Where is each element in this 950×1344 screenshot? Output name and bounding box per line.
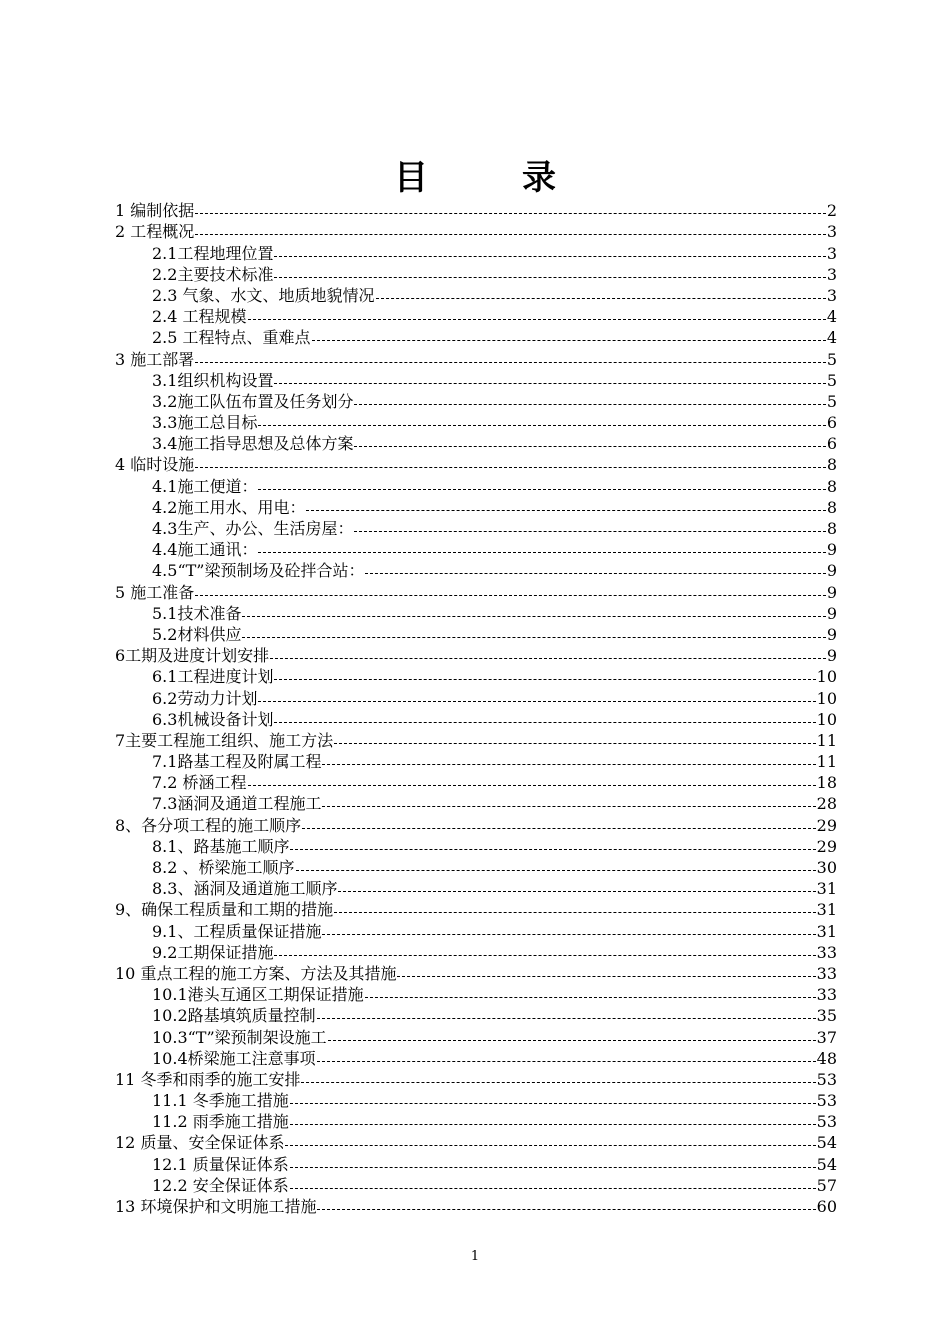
toc-entry-page: 31	[816, 900, 837, 920]
toc-entry[interactable]	[115, 1110, 837, 1131]
toc-entry[interactable]	[115, 1025, 837, 1046]
toc-leader-dashes	[290, 1123, 816, 1125]
toc-entry-label: 6.2劳动力计划	[152, 688, 258, 708]
toc-entry-label: 8.2 、桥梁施工顺序	[152, 858, 295, 877]
toc-leader-dashes	[296, 869, 816, 871]
toc-entry-label: 7主要工程施工组织、施工方法	[115, 730, 334, 750]
toc-entry-page: 31	[816, 921, 837, 941]
toc-leader-dashes	[376, 297, 826, 299]
toc-leader-dashes	[258, 700, 815, 702]
toc-leader-dashes	[306, 509, 825, 511]
toc-entry-page: 8	[826, 455, 837, 475]
toc-entry-page: 28	[816, 794, 837, 814]
toc-entry-label: 4 临时设施	[115, 455, 195, 475]
toc-entry-page: 10	[816, 688, 837, 708]
toc-entry-label: 6.1工程进度计划	[152, 667, 274, 687]
toc-entry-label: 7.3涵洞及通道工程施工	[152, 794, 322, 814]
toc-leader-dashes	[270, 657, 826, 659]
toc-leader-dashes	[290, 1102, 816, 1104]
toc-entry-page: 9	[826, 646, 837, 666]
toc-entry[interactable]	[115, 580, 837, 601]
toc-leader-dashes	[365, 996, 816, 998]
toc-entry-label: 6工期及进度计划安排	[115, 646, 270, 666]
toc-entry-page: 48	[816, 1048, 837, 1068]
toc-leader-dashes	[242, 615, 825, 617]
toc-entry-page: 33	[816, 985, 837, 1005]
toc-entry[interactable]	[115, 941, 837, 962]
toc-entry-label: 9、确保工程质量和工期的措施	[115, 900, 334, 920]
toc-entry-label: 9.2工期保证措施	[152, 942, 274, 962]
toc-entry-label: 6.3机械设备计划	[152, 709, 274, 729]
toc-entry-page: 9	[826, 603, 837, 623]
toc-entry[interactable]	[115, 284, 837, 305]
toc-entry[interactable]	[115, 1152, 837, 1173]
toc-entry[interactable]	[115, 750, 837, 771]
toc-entry[interactable]	[115, 326, 837, 347]
toc-entry-label: 2.3 气象、水文、地质地貌情况	[152, 285, 375, 305]
toc-entry[interactable]	[115, 517, 837, 538]
toc-entry-page: 9	[826, 561, 837, 581]
toc-entry[interactable]	[115, 623, 837, 644]
toc-entry-label: 2.5 工程特点、重难点	[152, 328, 311, 348]
toc-entry[interactable]	[115, 686, 837, 707]
toc-entry[interactable]	[115, 559, 837, 580]
toc-entry[interactable]	[115, 474, 837, 495]
toc-leader-dashes	[274, 255, 825, 257]
toc-leader-dashes	[338, 890, 815, 892]
toc-entry-label: 2.1工程地理位置	[152, 243, 274, 263]
toc-entry[interactable]	[115, 962, 837, 983]
toc-entry-label: 3.1组织机构设置	[152, 370, 274, 390]
toc-leader-dashes	[258, 551, 825, 553]
toc-leader-dashes	[258, 424, 825, 426]
toc-entry-label: 10.3“T”梁预制架设施工	[152, 1027, 327, 1047]
toc-title: 目 录	[394, 158, 586, 198]
toc-entry[interactable]	[115, 665, 837, 686]
toc-entry[interactable]	[115, 538, 837, 559]
toc-entry-page: 60	[816, 1197, 837, 1216]
toc-entry-page: 9	[826, 582, 837, 602]
toc-entry[interactable]	[115, 729, 837, 750]
toc-entry-page: 10	[816, 709, 837, 729]
toc-entry-label: 12 质量、安全保证体系	[115, 1133, 285, 1153]
toc-entry-page: 31	[816, 879, 837, 899]
toc-entry-label: 5 施工准备	[115, 582, 195, 602]
toc-entry[interactable]	[115, 1174, 837, 1195]
toc-entry[interactable]	[115, 1068, 837, 1089]
toc-entry-page: 2	[826, 201, 837, 221]
toc-entry-page: 9	[826, 540, 837, 560]
toc-entry-label: 10 重点工程的施工方案、方法及其措施	[115, 963, 397, 983]
toc-entry-page: 3	[826, 285, 837, 305]
toc-leader-dashes	[334, 742, 815, 744]
toc-entry-label: 2 工程概况	[115, 222, 195, 242]
toc-leader-dashes	[258, 488, 825, 490]
toc-entry-page: 54	[816, 1133, 837, 1153]
toc-leader-dashes	[317, 1208, 815, 1210]
toc-entry[interactable]	[115, 1131, 837, 1152]
toc-entry-page: 4	[826, 307, 837, 327]
toc-entry[interactable]	[115, 898, 837, 919]
toc-entry-page: 53	[816, 1091, 837, 1111]
toc-leader-dashes	[354, 445, 825, 447]
toc-entry-label: 10.1港头互通区工期保证措施	[152, 985, 364, 1005]
toc-entry-label: 2.4 工程规模	[152, 307, 247, 327]
toc-entry[interactable]	[115, 877, 837, 898]
toc-leader-dashes	[322, 805, 815, 807]
toc-entry-label: 3.3施工总目标	[152, 413, 258, 433]
toc-entry[interactable]	[115, 263, 837, 284]
toc-leader-dashes	[302, 827, 815, 829]
toc-entry-label: 4.2施工用水、用电：	[152, 497, 306, 517]
toc-entry-label: 3 施工部署	[115, 349, 195, 369]
toc-entry-label: 8.3、涵洞及通道施工顺序	[152, 879, 338, 899]
toc-entry-page: 29	[816, 815, 837, 835]
page-number: 1	[470, 1249, 480, 1264]
toc-entry-label: 13 环境保护和文明施工措施	[115, 1197, 317, 1216]
toc-entry[interactable]	[115, 496, 837, 517]
toc-entry-label: 10.2路基填筑质量控制	[152, 1006, 316, 1026]
table-of-contents	[115, 199, 837, 1216]
toc-entry-page: 35	[816, 1006, 837, 1026]
toc-leader-dashes	[242, 636, 825, 638]
toc-leader-dashes	[274, 382, 825, 384]
toc-entry-label: 1 编制依据	[115, 201, 195, 221]
toc-leader-dashes	[274, 678, 815, 680]
toc-entry[interactable]	[115, 220, 837, 241]
toc-leader-dashes	[334, 911, 815, 913]
toc-entry-label: 11 冬季和雨季的施工安排	[115, 1069, 301, 1089]
toc-leader-dashes	[274, 276, 825, 278]
toc-leader-dashes	[195, 594, 826, 596]
toc-leader-dashes	[322, 933, 815, 935]
toc-entry-page: 8	[826, 476, 837, 496]
toc-entry-label: 4.5“T”梁预制场及砼拌合站：	[152, 561, 365, 581]
toc-entry-page: 10	[816, 667, 837, 687]
toc-entry[interactable]	[115, 411, 837, 432]
toc-entry[interactable]	[115, 369, 837, 390]
toc-entry-page: 4	[826, 328, 837, 348]
toc-entry-label: 3.4施工指导思想及总体方案	[152, 434, 354, 454]
toc-leader-dashes	[328, 1039, 816, 1041]
toc-entry-page: 8	[826, 519, 837, 538]
toc-entry-page: 6	[826, 413, 837, 433]
toc-leader-dashes	[248, 784, 816, 786]
toc-entry-page: 30	[816, 858, 837, 877]
toc-entry[interactable]	[115, 432, 837, 453]
toc-entry-label: 5.1技术准备	[152, 603, 242, 623]
toc-entry[interactable]	[115, 390, 837, 411]
toc-leader-dashes	[354, 530, 825, 532]
toc-entry-label: 10.4桥梁施工注意事项	[152, 1048, 316, 1068]
toc-entry-label: 3.2施工队伍布置及任务划分	[152, 391, 354, 411]
toc-entry-page: 53	[816, 1069, 837, 1089]
toc-entry-page: 6	[826, 434, 837, 454]
toc-leader-dashes	[274, 954, 815, 956]
toc-entry-page: 29	[816, 836, 837, 856]
toc-entry-page: 33	[816, 942, 837, 962]
toc-entry-label: 7.1路基工程及附属工程	[152, 752, 322, 772]
toc-entry[interactable]	[115, 813, 837, 834]
toc-leader-dashes	[290, 848, 815, 850]
toc-entry-label: 4.4施工通讯：	[152, 540, 258, 560]
toc-entry-page: 9	[826, 624, 837, 644]
toc-leader-dashes	[317, 1060, 816, 1062]
toc-entry-page: 3	[826, 222, 837, 242]
toc-entry-label: 11.2 雨季施工措施	[152, 1112, 289, 1132]
toc-leader-dashes	[290, 1187, 816, 1189]
toc-leader-dashes	[274, 721, 815, 723]
toc-entry[interactable]	[115, 453, 837, 474]
toc-leader-dashes	[322, 763, 815, 765]
toc-entry[interactable]	[115, 708, 837, 729]
toc-entry-page: 37	[816, 1027, 837, 1047]
toc-entry[interactable]	[115, 919, 837, 940]
toc-entry[interactable]	[115, 305, 837, 326]
toc-leader-dashes	[301, 1081, 815, 1083]
toc-entry-label: 12.1 质量保证体系	[152, 1154, 289, 1174]
toc-leader-dashes	[195, 212, 826, 214]
toc-entry-label: 2.2主要技术标准	[152, 264, 274, 284]
toc-entry[interactable]	[115, 792, 837, 813]
toc-entry-label: 5.2材料供应	[152, 624, 242, 644]
toc-entry-label: 7.2 桥涵工程	[152, 773, 247, 793]
toc-entry-label: 4.3生产、办公、生活房屋：	[152, 519, 354, 538]
toc-leader-dashes	[195, 466, 826, 468]
toc-entry-label: 9.1、工程质量保证措施	[152, 921, 322, 941]
toc-entry-page: 3	[826, 243, 837, 263]
toc-entry-label: 12.2 安全保证体系	[152, 1175, 289, 1195]
toc-entry[interactable]	[115, 199, 837, 220]
toc-entry[interactable]	[115, 856, 837, 877]
toc-entry-label: 11.1 冬季施工措施	[152, 1091, 289, 1111]
toc-leader-dashes	[397, 975, 815, 977]
toc-leader-dashes	[248, 318, 826, 320]
toc-entry-label: 8.1、路基施工顺序	[152, 836, 290, 856]
toc-leader-dashes	[285, 1144, 815, 1146]
toc-entry[interactable]	[115, 1047, 837, 1068]
toc-leader-dashes	[195, 361, 826, 363]
toc-entry-label: 4.1施工便道：	[152, 476, 258, 496]
toc-entry-page: 18	[816, 773, 837, 793]
toc-entry[interactable]	[115, 1195, 837, 1216]
toc-entry[interactable]	[115, 835, 837, 856]
toc-entry[interactable]	[115, 241, 837, 262]
toc-entry[interactable]	[115, 347, 837, 368]
toc-entry-page: 11	[816, 752, 837, 772]
toc-entry-page: 5	[826, 391, 837, 411]
toc-leader-dashes	[290, 1166, 816, 1168]
toc-entry[interactable]	[115, 644, 837, 665]
toc-entry-page: 57	[816, 1175, 837, 1195]
toc-entry[interactable]	[115, 1004, 837, 1025]
toc-entry[interactable]	[115, 1089, 837, 1110]
toc-leader-dashes	[317, 1017, 816, 1019]
toc-entry-page: 54	[816, 1154, 837, 1174]
toc-entry-page: 11	[816, 730, 837, 750]
toc-entry-label: 8、各分项工程的施工顺序	[115, 815, 302, 835]
toc-leader-dashes	[354, 403, 825, 405]
toc-leader-dashes	[195, 233, 826, 235]
toc-entry-page: 53	[816, 1112, 837, 1132]
toc-leader-dashes	[312, 339, 826, 341]
toc-leader-dashes	[365, 572, 825, 574]
toc-entry-page: 5	[826, 370, 837, 390]
toc-entry-page: 3	[826, 264, 837, 284]
toc-entry-page: 5	[826, 349, 837, 369]
toc-entry[interactable]	[115, 771, 837, 792]
toc-entry[interactable]	[115, 983, 837, 1004]
toc-entry[interactable]	[115, 602, 837, 623]
toc-entry-page: 8	[826, 497, 837, 517]
toc-entry-page: 33	[816, 963, 837, 983]
